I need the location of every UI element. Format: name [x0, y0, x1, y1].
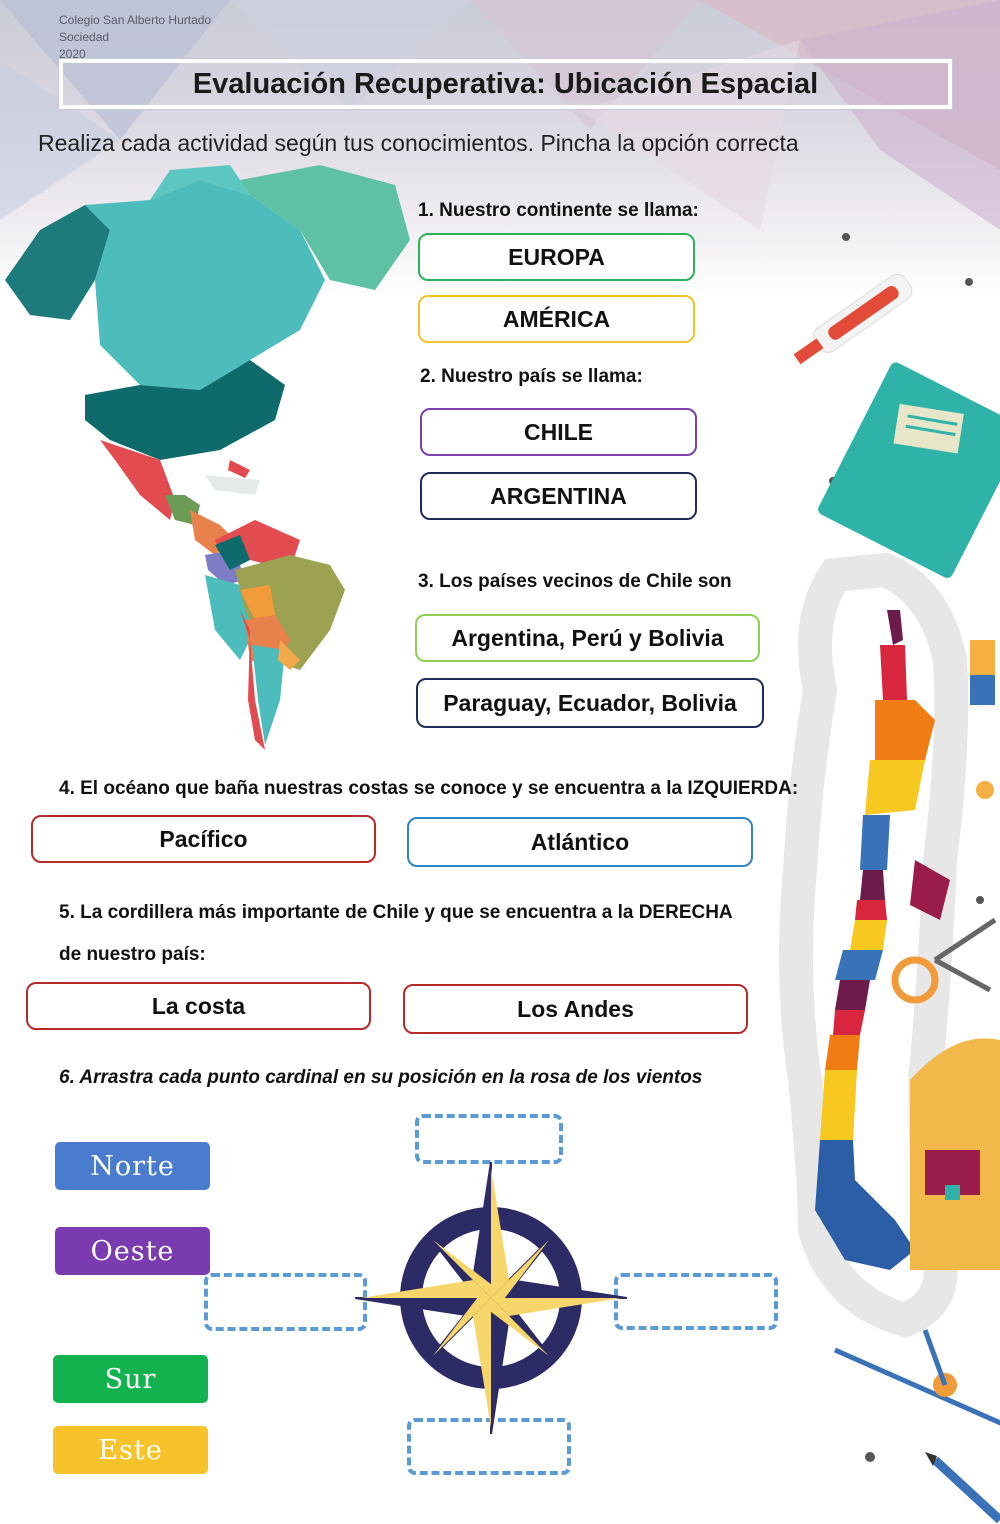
school-info: [59, 12, 211, 63]
drop-zone-east[interactable]: [614, 1273, 778, 1330]
americas-map-icon: [0, 160, 420, 755]
card-oeste[interactable]: Oeste: [55, 1227, 210, 1275]
q5-option-los-andes[interactable]: Los Andes: [403, 984, 748, 1034]
q2-option-chile[interactable]: CHILE: [420, 408, 697, 456]
school-name: Colegio San Alberto Hurtado: [59, 13, 212, 27]
notebook-icon: [816, 360, 1000, 580]
page-title: Evaluación Recuperativa: Ubicación Espacial: [59, 59, 952, 109]
question-3-text: 3. Los países vecinos de Chile son: [418, 571, 732, 592]
drop-zone-north[interactable]: [415, 1114, 563, 1164]
school-year: 2020: [59, 47, 86, 61]
card-sur[interactable]: Sur: [53, 1355, 208, 1403]
question-4-text: 4. El océano que baña nuestras costas se conoce y se encuentra a la IZQUIERDA:: [59, 778, 799, 799]
drop-zone-west[interactable]: [204, 1273, 367, 1331]
pencil-icon: [925, 1452, 1000, 1520]
card-este[interactable]: Este: [53, 1426, 208, 1474]
glue-stick-icon: [789, 270, 916, 370]
instruction-text: Realiza cada actividad según tus conocimientos. Pincha la opción correcta: [38, 130, 799, 156]
q4-option-atlantico[interactable]: Atlántico: [407, 817, 753, 867]
question-2-text: 2. Nuestro país se llama:: [420, 366, 643, 387]
drawing-compass-icon: [835, 1330, 1000, 1425]
question-6-text: 6. Arrastra cada punto cardinal en su posición en la rosa de los vientos: [59, 1067, 703, 1088]
q3-option-argentina-peru-bolivia[interactable]: Argentina, Perú y Bolivia: [415, 614, 760, 662]
card-norte[interactable]: Norte: [55, 1142, 210, 1190]
question-1-text: 1. Nuestro continente se llama:: [418, 200, 699, 221]
q3-option-paraguay-ecuador-bolivia[interactable]: Paraguay, Ecuador, Bolivia: [416, 678, 764, 728]
q1-option-europa[interactable]: EUROPA: [418, 233, 695, 281]
school-supplies-decoration: [775, 220, 1000, 1524]
q5-option-la-costa[interactable]: La costa: [26, 982, 371, 1030]
subject-name: Sociedad: [59, 30, 110, 44]
eraser-icon: [970, 640, 995, 678]
question-5-text-line-2: de nuestro país:: [59, 944, 206, 965]
question-5-text-line-1: 5. La cordillera más importante de Chile y que se encuentra a la DERECHA: [59, 902, 733, 923]
q1-option-america[interactable]: AMÉRICA: [418, 295, 695, 343]
q4-option-pacifico[interactable]: Pacífico: [31, 815, 376, 863]
q2-option-argentina[interactable]: ARGENTINA: [420, 472, 697, 520]
backpack-icon: [910, 1038, 1000, 1270]
compass-rose-icon: [355, 1162, 627, 1434]
